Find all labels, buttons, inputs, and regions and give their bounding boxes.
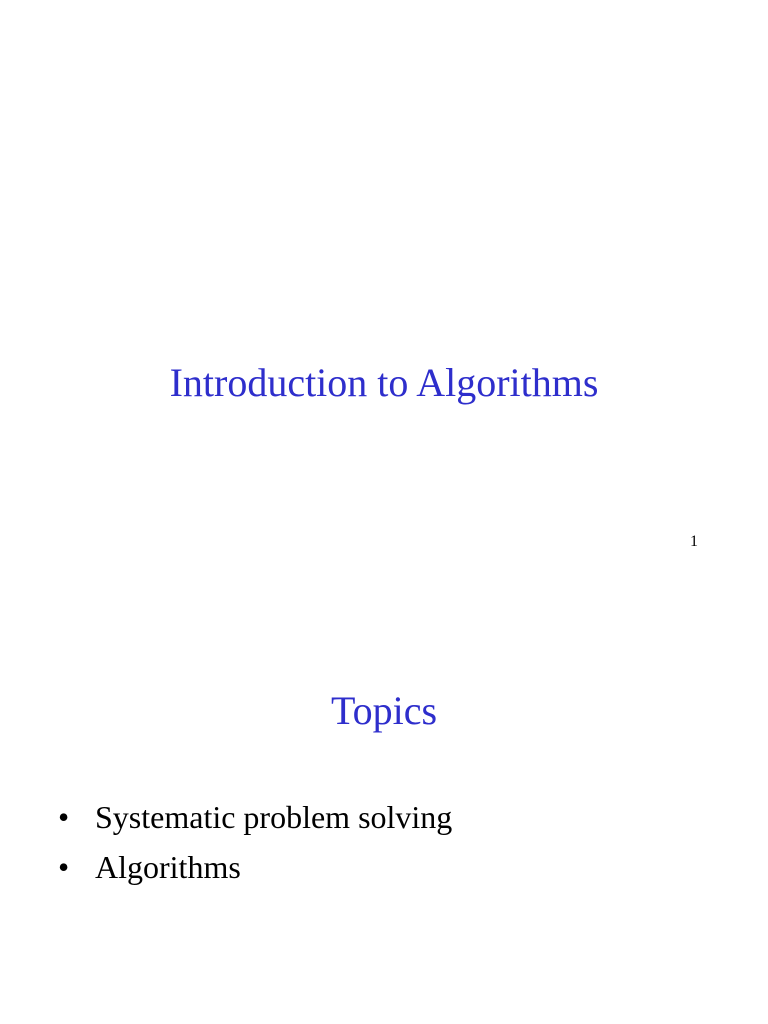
bullet-text: Systematic problem solving bbox=[95, 799, 453, 835]
page-number: 1 bbox=[690, 533, 698, 550]
bullet-marker: • bbox=[58, 799, 70, 835]
slide-title: Introduction to Algorithms bbox=[169, 359, 599, 405]
bullet-item bbox=[58, 798, 452, 848]
bullet-item bbox=[58, 848, 452, 898]
bullet-marker: • bbox=[58, 849, 70, 885]
bullet-text: Algorithms bbox=[95, 849, 241, 885]
topics-title: Topics bbox=[330, 688, 438, 734]
bullet-list bbox=[58, 798, 452, 898]
